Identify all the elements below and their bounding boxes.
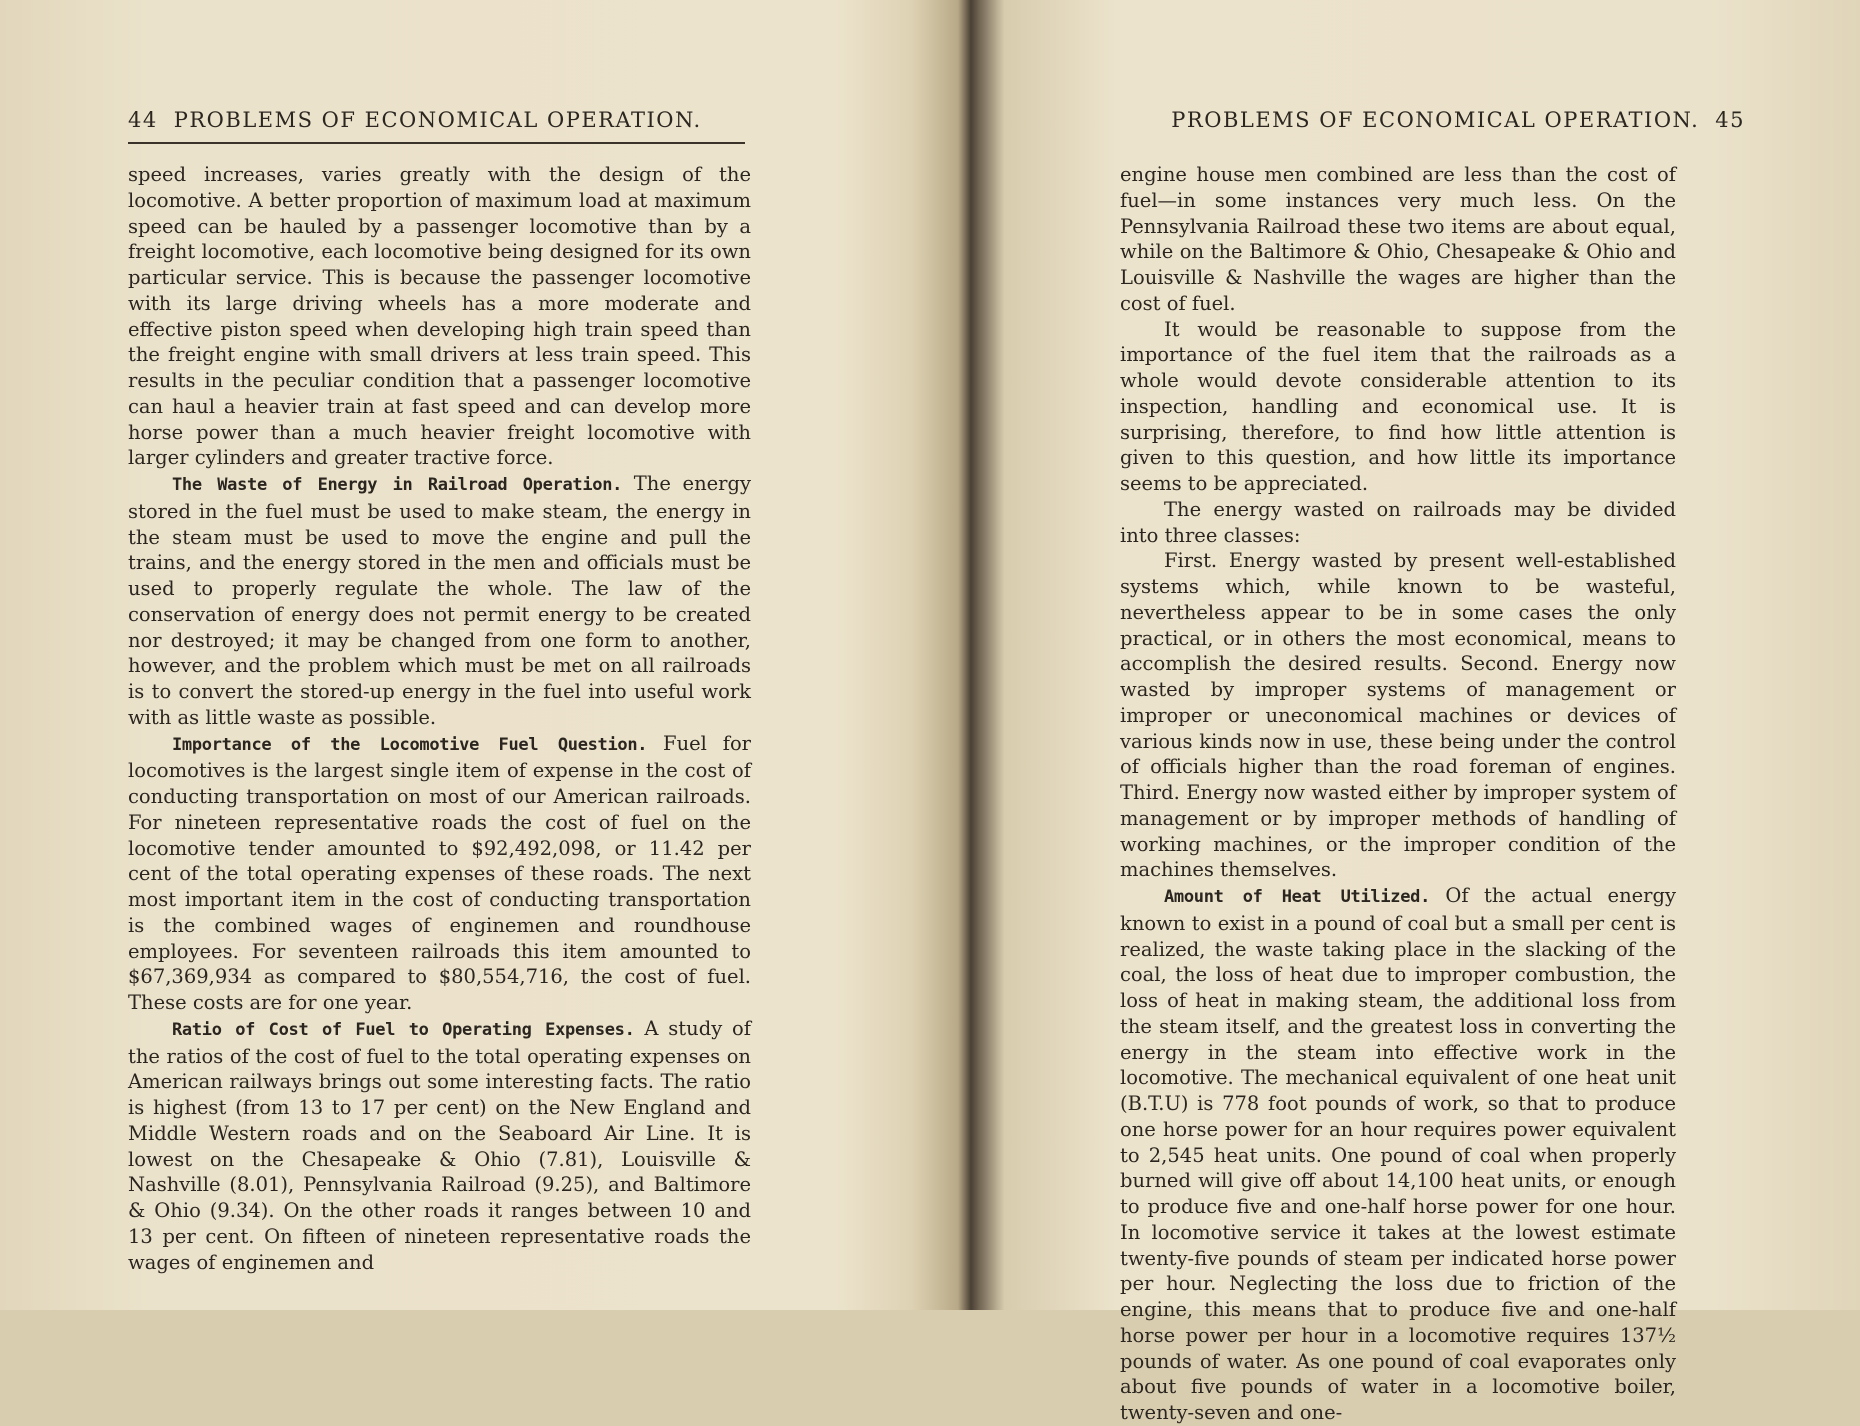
left-running-head [128,108,743,134]
paragraph-text: The energy wasted on railroads may be divided into three classes: [1120,497,1676,547]
paragraph [1120,162,1676,317]
left-page [0,0,920,1310]
paragraph-text: speed increases, varies greatly with the design of the locomotive. A better proportion of maximum load at maximum speed can be hauled by a passenger locomotive than by a freight locomotive, each locomotive being designed for its own particular service. This is because the passenger locomotive with its large driving wheels has a more moderate and effective piston speed when developing high train speed than the freight engine with small drivers at less train speed. This results in the peculiar condition that a passenger locomotive can haul a heavier train at fast speed and can develop more horse power than a much heavier freight locomotive with larger cylinders and greater tractive force. [128,163,751,470]
right-running-head [1120,108,1745,134]
paragraph [1120,497,1676,549]
right-running-title: PROBLEMS OF ECONOMICAL OPERATION. [1171,108,1700,132]
right-page-text [1120,162,1676,1426]
paragraph-text: It would be reasonable to suppose from the importance of the fuel item that the railroads as a whole would devote considerable attention to its inspection, handling and economical use. It is surprising, therefore, to find how little attention is given to this question, and how little its importance seems to be appreciated. [1120,317,1676,495]
paragraph [1120,548,1676,883]
left-page-number: 44 [128,108,158,132]
paragraph [128,162,751,471]
paragraph [128,1016,751,1276]
paragraph-text: engine house men combined are less than the cost of fuel—in some instances very much less. On the Pennsylvania Railroad these two items are about equal, while on the Baltimore & Ohio, Chesapeake & Ohio and Louisville & Nashville the wages are higher than the cost of fuel. [1120,163,1676,315]
left-running-title: PROBLEMS OF ECONOMICAL OPERATION. [173,108,702,132]
paragraph [1120,883,1676,1426]
paragraph-text: First. Energy wasted by present well-established systems which, while known to be wasteful, nevertheless appear to be in some cases the only practical, or in others the most economical, means to accomplish the desired results. Second. Energy now wasted by improper systems of management or improper or uneconomical machines or devices of various kinds now in use, these being under the control of officials higher than the road foreman of engines. Third. Energy now wasted either by improper system of management or by improper methods of handling of working machines, or the improper condition of the machines themselves. [1120,549,1676,882]
left-page-text [128,162,751,1275]
paragraph-text: Fuel for locomotives is the largest single item of expense in the cost of conducting transportation on most of our American railroads. For nineteen representative roads the cost of fuel on the locomotive tender amounted to $92,492,098, or 11.42 per cent of the total operating expenses of these roads. The next most important item in the cost of conducting transportation is the combined wages of enginemen and roundhouse employees. For seventeen railroads this item amounted to $67,369,934 as compared to $80,554,716, the cost of fuel. These costs are for one year. [128,731,752,1014]
right-page [932,0,1860,1424]
paragraph-text: A study of the ratios of the cost of fuel to the total operating expenses on American railways brings out some interesting facts. The ratio is highest (from 13 to 17 per cent) on the New England and Middle Western roads and on the Seaboard Air Line. It is lowest on the Chesapeake & Ohio (7.81), Louisville & Nashville (8.01), Pennsylvania Railroad (9.25), and Baltimore & Ohio (9.34). On the other roads it ranges between 10 and 13 per cent. On fifteen of nineteen representative roads the wages of enginemen and [128,1016,751,1274]
paragraph [128,731,751,1016]
section-heading: Ratio of Cost of Fuel to Operating Expenses. [172,1019,635,1040]
right-page-number: 45 [1715,108,1745,132]
paragraph-text: The energy stored in the fuel must be used to make steam, the energy in the steam must be used to move the engine and pull the trains, and the energy stored in the men and officials must be used to properly regulate the whole. The law of the conservation of energy does not permit energy to be created nor destroyed; it may be changed from one form to another, however, and the problem which must be met on all railroads is to convert the stored-up energy in the fuel into useful work with as little waste as possible. [128,472,751,729]
section-heading: Amount of Heat Utilized. [1164,887,1431,907]
paragraph [1120,317,1676,497]
section-heading: Importance of the Locomotive Fuel Question. [172,734,648,755]
section-heading: The Waste of Energy in Railroad Operation. [172,475,623,495]
paragraph-text: Of the actual energy known to exist in a pound of coal but a small per cent is realized, the waste taking place in the slacking of the coal, the loss of heat due to improper combustion, the loss of heat in making steam, the additional loss from the steam itself, and the greatest loss in converting the energy in the steam into effective work in the locomotive. The mechanical equivalent of one heat unit (B.T.U) is 778 foot pounds of work, so that to produce one horse power for an hour requires power equivalent to 2,545 heat units. One pound of coal when properly burned will give off about 14,100 heat units, or enough to produce five and one-half horse power for one hour. In locomotive service it takes at the lowest estimate twenty-five pounds of steam per indicated horse power per hour. Neglecting the loss due to friction of the engine, this means that to produce five and one-half horse power per hour in a locomotive requires 137½ pounds of water. As one pound of coal evaporates only about five pounds of water in a locomotive boiler, twenty-seven and one- [1120,884,1677,1424]
left-header-rule [128,142,745,144]
paragraph [128,471,751,731]
